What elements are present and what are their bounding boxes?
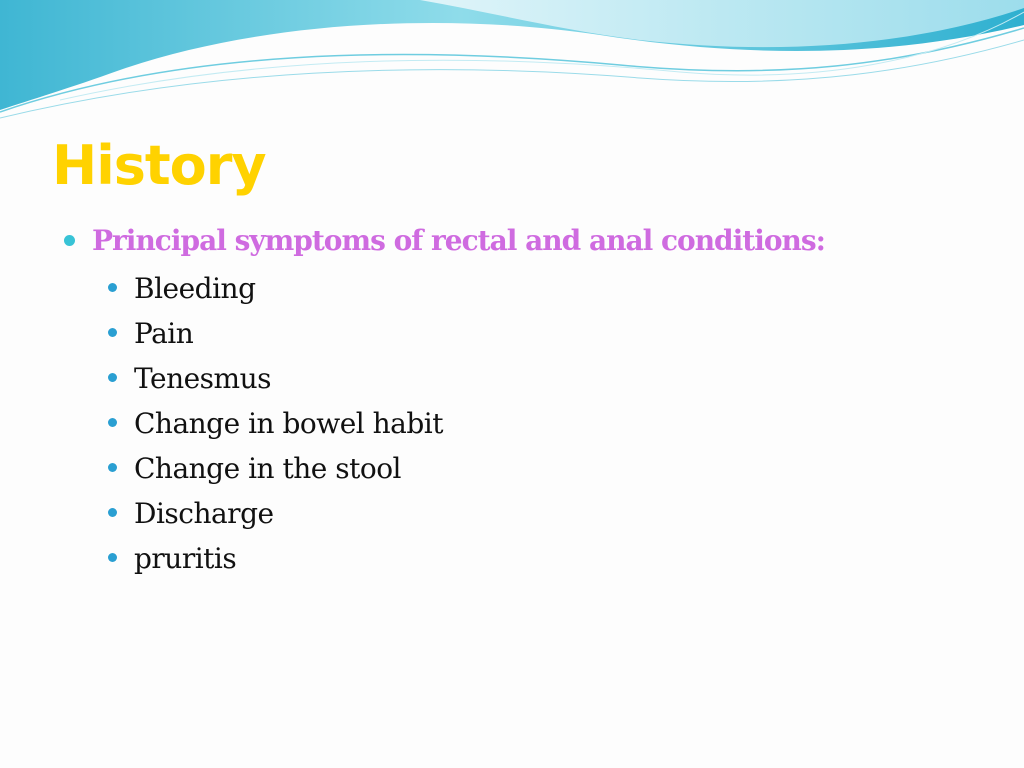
symptom-text: Discharge — [134, 497, 274, 530]
wave-header-decoration — [0, 0, 1024, 130]
symptom-text: Change in bowel habit — [134, 407, 443, 440]
round-bullet-icon — [108, 553, 117, 562]
main-bullet-item — [62, 218, 1012, 266]
round-bullet-icon — [108, 328, 117, 337]
bullet-list — [62, 218, 1012, 581]
list-item — [62, 536, 1012, 581]
round-bullet-icon — [108, 283, 117, 292]
list-item — [62, 491, 1012, 536]
round-bullet-icon — [64, 235, 75, 246]
symptom-text: Bleeding — [134, 272, 256, 305]
list-item — [62, 356, 1012, 401]
main-point-text: Principal symptoms of rectal and anal conditions: — [92, 224, 825, 257]
slide-title: History — [52, 134, 266, 197]
symptom-text: Pain — [134, 317, 194, 350]
symptom-list — [62, 266, 1012, 581]
round-bullet-icon — [108, 463, 117, 472]
list-item — [62, 266, 1012, 311]
symptom-text: Change in the stool — [134, 452, 402, 485]
symptom-text: Tenesmus — [134, 362, 271, 395]
symptom-text: pruritis — [134, 542, 237, 575]
round-bullet-icon — [108, 373, 117, 382]
list-item — [62, 401, 1012, 446]
round-bullet-icon — [108, 508, 117, 517]
list-item — [62, 311, 1012, 356]
round-bullet-icon — [108, 418, 117, 427]
list-item — [62, 446, 1012, 491]
